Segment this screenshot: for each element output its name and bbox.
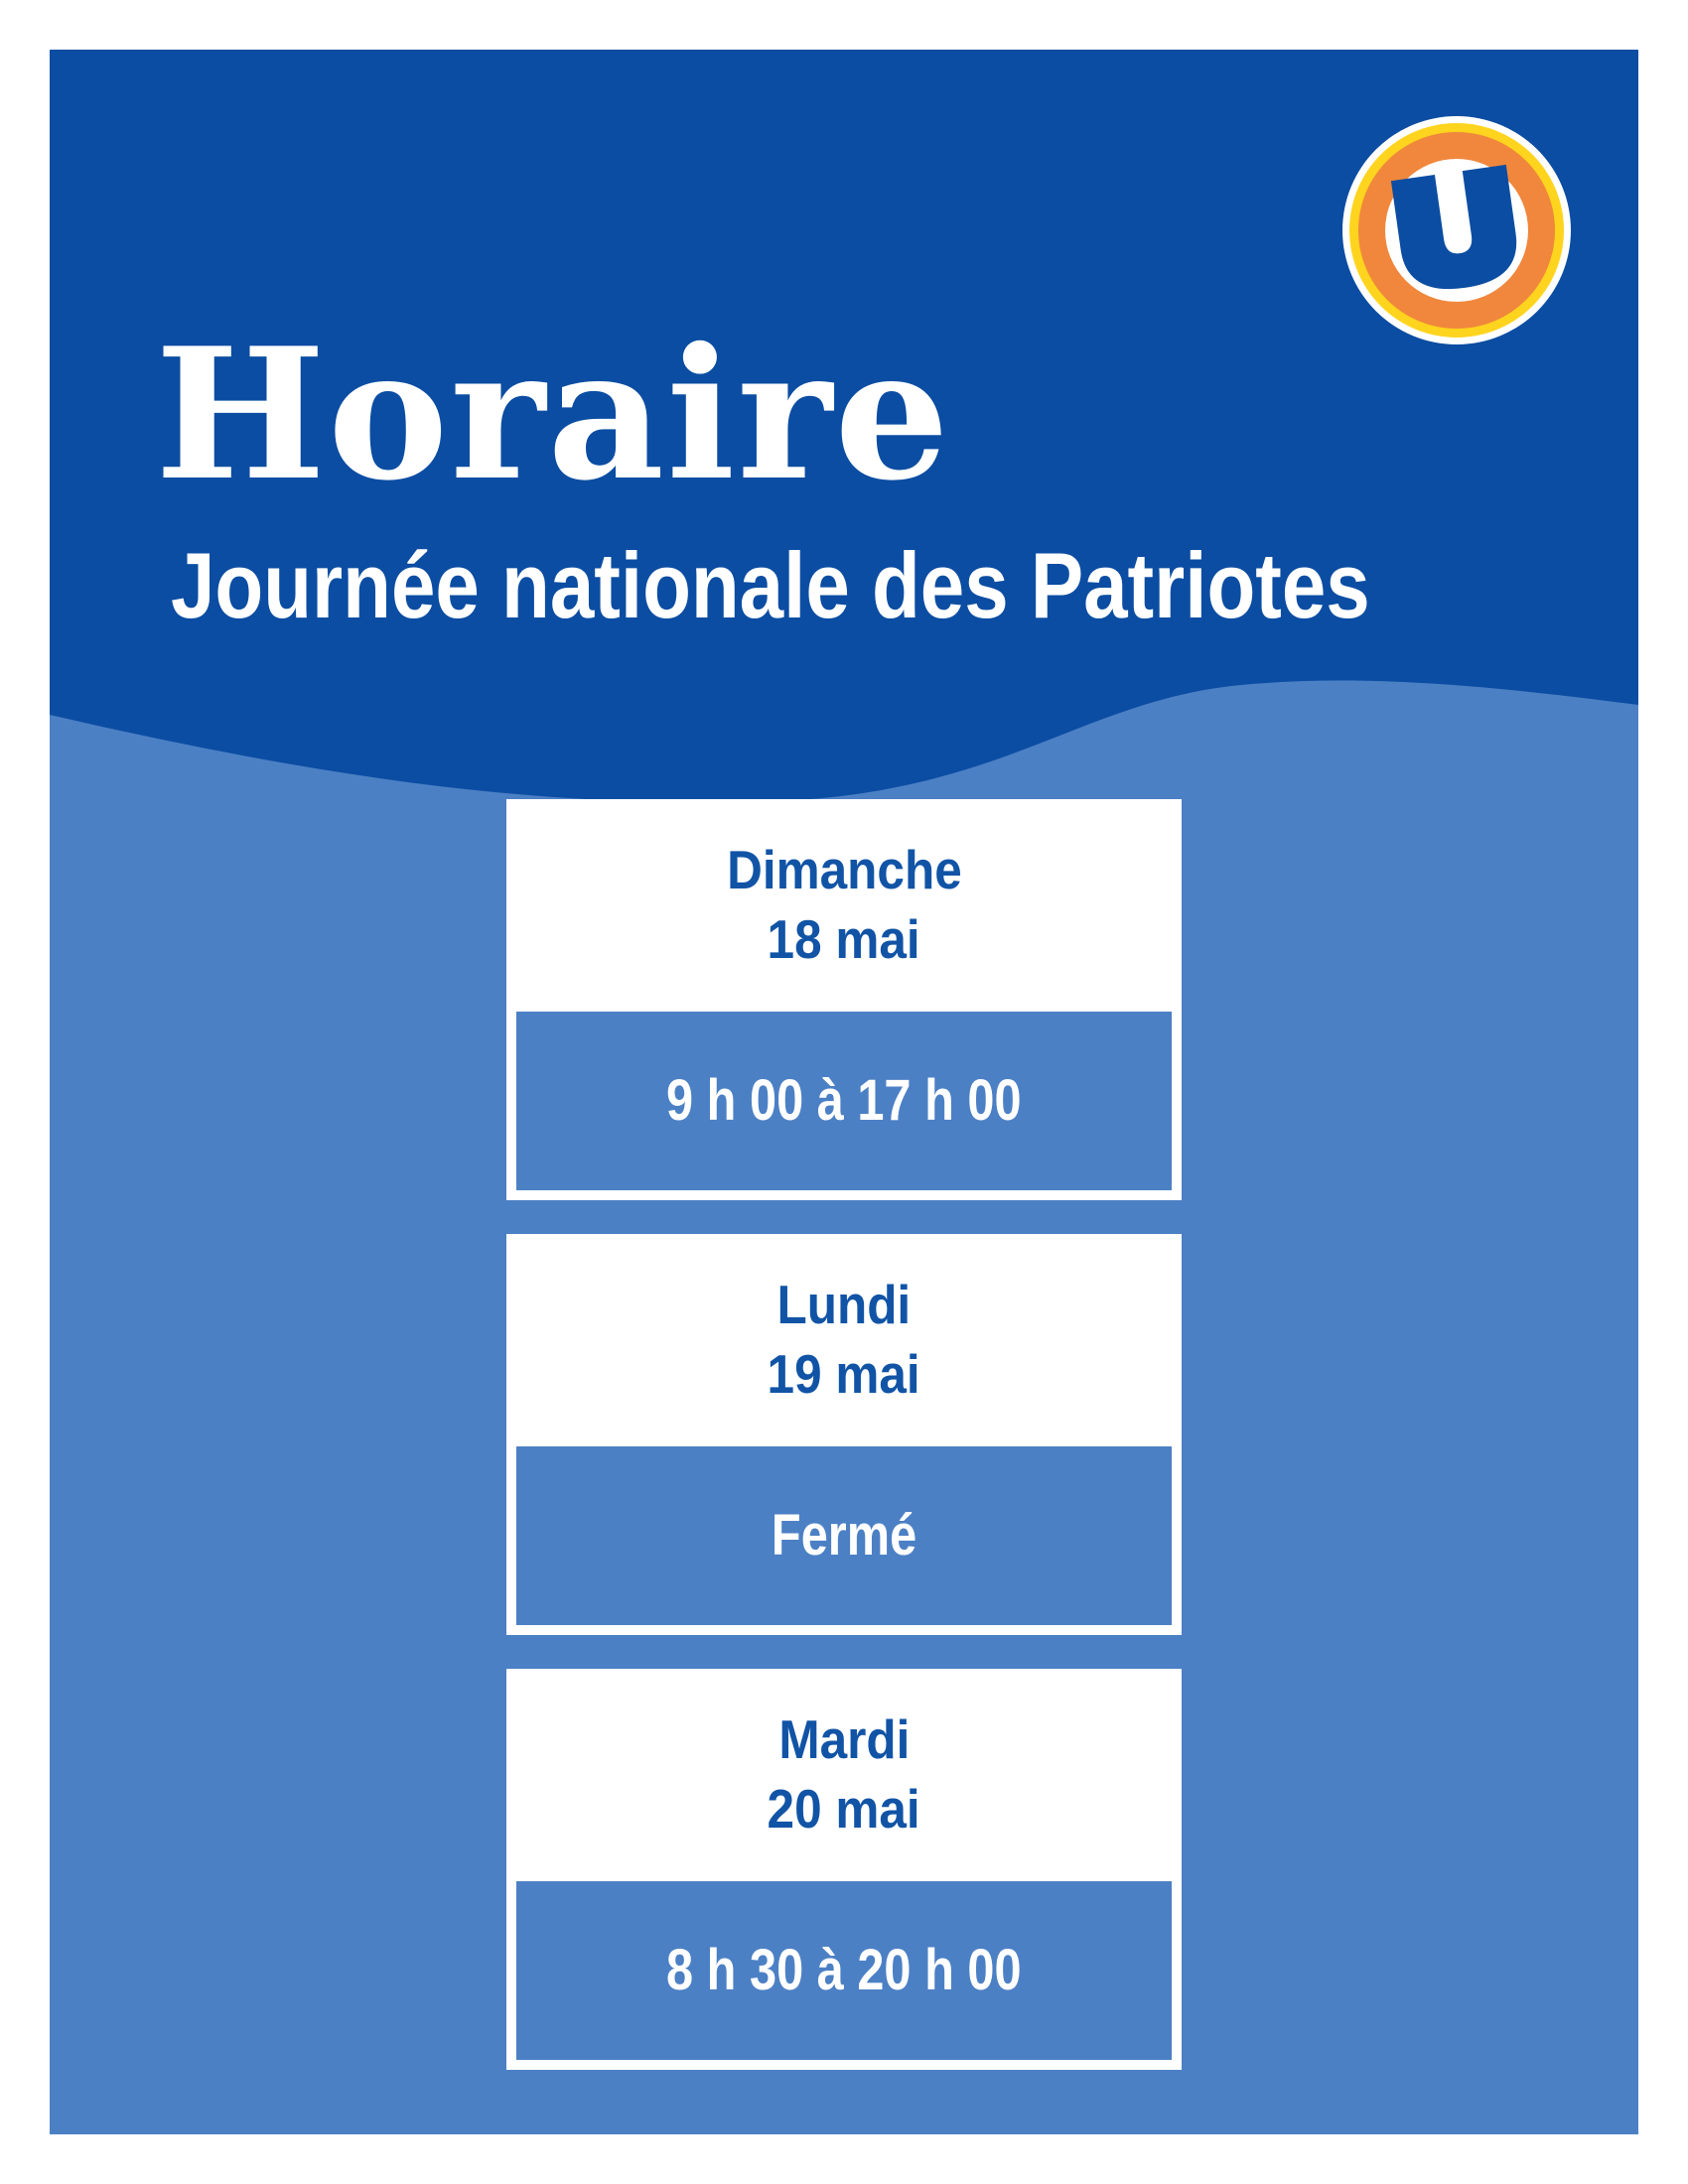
- poster-title: Horaire: [155, 308, 951, 520]
- day-label: Lundi: [776, 1274, 912, 1336]
- card-day-section: [516, 1234, 1172, 1446]
- hours-label: 9 h 00 à 17 h 00: [666, 1068, 1022, 1133]
- schedule-card-monday: [506, 1234, 1182, 1635]
- date-label: 20 mai: [767, 1778, 921, 1840]
- hours-label: 8 h 30 à 20 h 00: [666, 1938, 1022, 2002]
- hours-label: Fermé: [771, 1503, 917, 1568]
- day-label: Mardi: [777, 1708, 911, 1771]
- u-brand-logo-icon: [1342, 116, 1571, 344]
- poster-subtitle: Journée nationale des Patriotes: [171, 533, 1370, 637]
- schedule-cards: [506, 799, 1182, 2070]
- card-hours-band: [516, 1446, 1172, 1625]
- day-label: Dimanche: [726, 839, 962, 901]
- schedule-card-tuesday: [506, 1669, 1182, 2070]
- schedule-card-sunday: [506, 799, 1182, 1200]
- card-hours-band: [516, 1012, 1172, 1190]
- card-day-section: [516, 1669, 1172, 1881]
- date-label: 19 mai: [767, 1343, 921, 1405]
- poster-content: [50, 50, 1638, 2134]
- card-hours-band: [516, 1881, 1172, 2060]
- card-day-section: [516, 799, 1172, 1012]
- date-label: 18 mai: [767, 908, 921, 970]
